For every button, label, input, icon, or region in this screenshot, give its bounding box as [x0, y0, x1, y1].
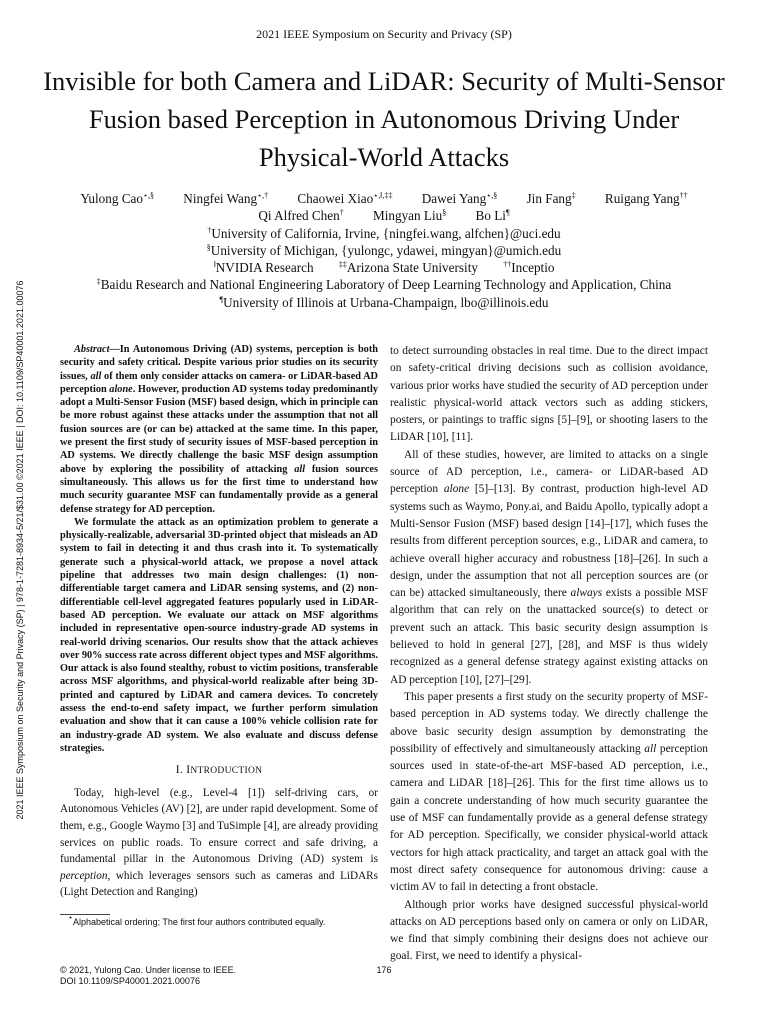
author: Qi Alfred Chen† — [258, 208, 344, 224]
affiliation-nvidia: ‖NVIDIA Research — [213, 260, 314, 276]
author-row-1 — [40, 190, 728, 207]
abstract: Abstract—In Autonomous Driving (AD) systems, perception is both security and safety critical. Despite various prior studies on its security issues, all of them only consider attacks on camera- or LiDAR-based AD perception alone. However, production AD systems today predominantly adopt a Multi-Sensor Fusion (MSF) based design, which in principle can be more robust against these attacks under the assumption that not all fusion sources are (or can be) attacked at the same time. In this paper, we present the first study of security issues of MSF-based perception in AD systems. We directly challenge the basic MSF design assumption above by exploring the possibility of attacking all fusion sources simultaneously. This allows us for the first time to understand how much security guarantee MSF can fundamentally provide as a general defense strategy for AD perception. We formulate the attack as an optimization problem to generate a physically-realizable, adversarial 3D-printed object that misleads an AD system to fail in detecting it and thus crash into it. To systematically generate such a physical-world attack, we propose a novel attack pipeline that addresses two main design challenges: (1) non-differentiable target camera and LiDAR sensing systems, and (2) non-differentiable cell-level aggregated features popularly used in LiDAR-based AD perception. We evaluate our attack on MSF algorithms included in representative open-source industry-grade AD systems in real-world driving scenarios. Our results show that the attack achieves over 90% success rate across different object types and MSF algorithms. Our attack is also found stealthy, robust to victim positions, transferable across MSF algorithms, and physical-world realizable after being 3D-printed and captured by LiDAR and camera devices. To concretely assess the end-to-end safety impact, we further perform simulation evaluation and show that it can cause a 100% vehicle collision rate for an industry-grade AD system. We also evaluate and discuss defense strategies. — [60, 344, 378, 754]
author-block — [40, 190, 728, 311]
left-column — [60, 343, 378, 901]
author: Dawei Yang⋆,§ — [421, 191, 498, 206]
affiliation-asu: ‡‡Arizona State University — [338, 260, 478, 276]
body-paragraph: to detect surrounding obstacles in real time. Due to the direct impact on safety-critical driving decisions such as collision avoidance, various prior works have studied the security of AD perception under realistic physical-world attack vectors such as adding stickers, posters, or paintings to traffic signs [5]–[9], or shooting lasers to the LiDAR [10], [11]. — [390, 345, 708, 444]
affiliation-baidu: ‡Baidu Research and National Engineering Laboratory of Deep Learning Technology and Application, China — [96, 277, 672, 293]
author: Bo Li¶ — [475, 208, 510, 224]
affiliation-row-3 — [40, 259, 728, 276]
affiliation-umich: §University of Michigan, {yulongc, ydawei, mingyan}@umich.edu — [206, 242, 562, 258]
right-column — [390, 343, 708, 966]
doi-sidebar: 2021 IEEE Symposium on Security and Privacy (SP) | 978-1-7281-8934-5/21/$31.00 ©2021 IEEE | DOI: 10.1109/SP40001.2021.00076 — [15, 280, 25, 820]
author: Ningfei Wang⋆,† — [183, 191, 269, 206]
paper-title: Invisible for both Camera and LiDAR: Security of Multi-Sensor Fusion based Perception in Autonomous Driving Under Physical-World Attacks — [43, 66, 725, 172]
abstract-label: Abstract — [74, 344, 110, 355]
footnote: ⋆Alphabetical ordering; The first four authors contributed equally. — [68, 913, 326, 927]
affiliation-inceptio: ††Inceptio — [503, 260, 555, 276]
intro-paragraph-1: Today, high-level (e.g., Level-4 [1]) self-driving cars, or Autonomous Vehicles (AV) [2], are under rapid development. Some of them, e.g., Google Waymo [3] and TuSimple [4], are already providing services on public roads. To ensure correct and safe driving, a fundamental pillar in the Autonomous Driving (AD) system is perception, which leverages sensors such as cameras and LiDARs (Light Detection and Ranging) — [60, 786, 378, 899]
author: Mingyan Liu§ — [373, 208, 447, 224]
author: Chaowei Xiao⋆,‖,‡‡ — [297, 191, 393, 206]
body-paragraph: Although prior works have designed successful physical-world attacks on AD perceptions based only on camera or only on LiDAR, we find that simply combining their designs does not achieve our goal. First, we need to identify a physical- — [390, 898, 708, 963]
affiliation-uci: †University of California, Irvine, {ningfei.wang, alfchen}@uci.edu — [207, 225, 561, 241]
copyright-notice: © 2021, Yulong Cao. Under license to IEEE. DOI 10.1109/SP40001.2021.00076 — [60, 965, 237, 986]
author-row-2 — [40, 207, 728, 224]
page-number: 176 — [376, 965, 392, 975]
author: Ruigang Yang†† — [604, 191, 688, 206]
author: Yulong Cao⋆,§ — [80, 191, 154, 206]
body-paragraph: This paper presents a first study on the security property of MSF-based perception in AD systems today. We directly challenge the above basic security design assumption by demonstrating the possibility of effectively and simultaneously attacking all perception sources used in state-of-the-art MSF-based AD perception, i.e., camera and LiDAR [18]–[26]. This for the first time allows us to gain a concrete understanding of how much security guarantee the use of MSF can fundamentally provide as a general defense strategy for AD perception. Specifically, we consider physical-world attack vectors for high attack practicality, and target an attack goal with the most direct safety consequence for autonomous driving: cause a victim AV to fail in detecting a front obstacle. — [390, 690, 708, 894]
conference-header: 2021 IEEE Symposium on Security and Privacy (SP) — [256, 27, 512, 41]
section-heading-introduction: I. INTRODUCTION — [175, 764, 263, 777]
body-paragraph: All of these studies, however, are limited to attacks on a single source of AD perception, i.e., camera- or LiDAR-based AD perception alone [5]–[13]. By contrast, production high-level AD systems such as Waymo, Pony.ai, and Baidu Apollo, typically adopt a Multi-Sensor Fusion (MSF) based design [14]–[17], which fuses the results from different perception sources, e.g., LiDAR and camera, to achieve overall higher accuracy and robustness [18]–[26]. In such a design, under the assumption that not all perception sources are (or can be) attacked simultaneously, there always exists a possible MSF algorithm that can rely on the unattacked source(s) to detect or prevent such an attack. This basic security design assumption is believed to hold in general [27], [28], and MSF is thus widely recognized as a general defense strategy against existing attacks on AD perception [10], [27]–[29]. — [390, 448, 708, 686]
author: Jin Fang‡ — [526, 191, 576, 206]
affiliation-uiuc: ¶University of Illinois at Urbana-Champaign, lbo@illinois.edu — [219, 294, 549, 310]
abstract-paragraph-2: We formulate the attack as an optimization problem to generate a physically-realizable, adversarial 3D-printed object that misleads an AD system to fail in detecting it and thus crash into it. To systematically generate such a physical-world attack, we propose a novel attack pipeline that addresses two main design challenges: (1) non-differentiable target camera and LiDAR sensing systems, and (2) non-differentiable cell-level aggregated features popularly used in LiDAR-based AD perception. We evaluate our attack on MSF algorithms included in representative open-source industry-grade AD systems in real-world driving scenarios. Our results show that the attack achieves over 90% success rate across different object types and MSF algorithms. Our attack is also found stealthy, robust to victim positions, transferable across MSF algorithms, and physical-world realizable after being 3D-printed and captured by LiDAR and camera devices. To concretely assess the end-to-end safety impact, we further perform simulation evaluation and show that it can cause a 100% vehicle collision rate for an industry-grade AD system. We also evaluate and discuss defense strategies. — [60, 516, 378, 754]
